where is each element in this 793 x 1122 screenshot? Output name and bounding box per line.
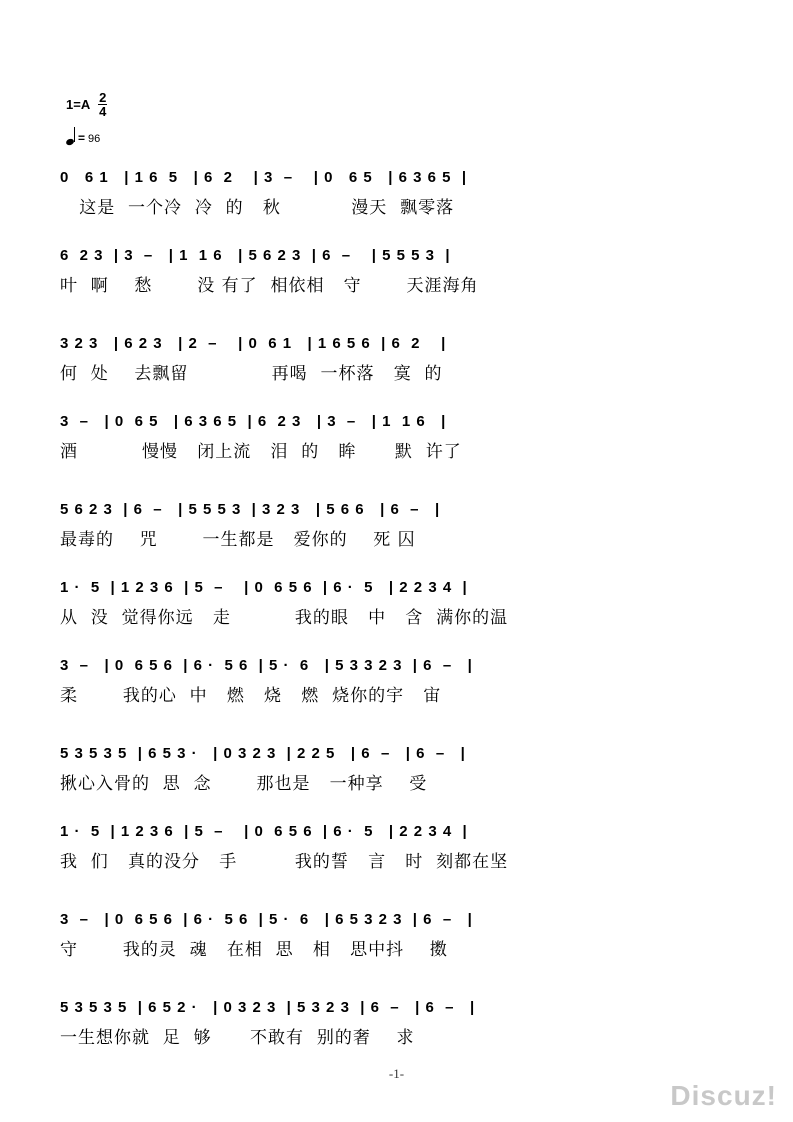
lyrics-line: 守 我的灵 魂 在相 思 相 思中抖 擞 [60,940,448,960]
score-row [60,652,730,712]
key-signature-line [66,92,107,117]
score-row [60,408,730,468]
lyrics-line: 揪心入骨的 思 念 那也是 一种享 受 [60,774,428,794]
notation-line: 1 · 5 | 1 2 3 6 | 5 – | 0 6 5 6 | 6 · 5 | 2 2 3 4 | [60,579,468,596]
score-row [60,740,730,800]
notation-line: 3 – | 0 6 5 6 | 6 · 5 6 | 5 · 6 | 5 3 3 2 3 | 6 – | [60,657,473,674]
quarter-note-icon [66,127,76,145]
lyrics-line: 最毒的 咒 一生都是 爱你的 死 囚 [60,530,416,550]
lyrics-line: 这是 一个冷 冷 的 秋 漫天 飘零落 [60,198,455,218]
lyrics-line: 酒 慢慢 闭上流 泪 的 眸 默 许了 [60,442,462,462]
lyrics-line: 叶 啊 愁 没 有了 相依相 守 天涯海角 [60,276,479,296]
score-row [60,330,730,390]
notation-line: 1 · 5 | 1 2 3 6 | 5 – | 0 6 5 6 | 6 · 5 | 2 2 3 4 | [60,823,468,840]
score-row [60,496,730,556]
tempo-equals: = [78,131,86,145]
lyrics-line: 一生想你就 足 够 不敢有 别的奢 求 [60,1028,415,1048]
score-header [66,92,107,145]
notation-line: 5 6 2 3 | 6 – | 5 5 5 3 | 3 2 3 | 5 6 6 | 6 – | [60,501,441,518]
notation-line: 6 2 3 | 3 – | 1 1 6 | 5 6 2 3 | 6 – | 5 5 5 3 | [60,247,451,264]
tempo-value: 96 [88,133,101,145]
time-signature-top: 2 [99,90,107,105]
lyrics-line: 柔 我的心 中 燃 烧 燃 烧你的宇 宙 [60,686,442,706]
notation-line: 5 3 5 3 5 | 6 5 3 · | 0 3 2 3 | 2 2 5 | 6 – | 6 – | [60,745,466,762]
page-number: -1- [388,1066,405,1081]
notation-line: 5 3 5 3 5 | 6 5 2 · | 0 3 2 3 | 5 3 2 3 | 6 – | 6 – | [60,999,476,1016]
watermark-logo: Discuz! [670,1080,777,1111]
notation-line: 3 – | 0 6 5 | 6 3 6 5 | 6 2 3 | 3 – | 1 1 6 | [60,413,447,430]
notation-line: 0 6 1 | 1 6 5 | 6 2 | 3 – | 0 6 5 | 6 3 6 5 | [60,169,468,186]
tempo-marking [66,127,107,145]
score-row [60,242,730,302]
score-row [60,906,730,966]
notation-line: 3 – | 0 6 5 6 | 6 · 5 6 | 5 · 6 | 6 5 3 2 3 | 6 – | [60,911,473,928]
lyrics-line: 从 没 觉得你远 走 我的眼 中 含 满你的温 [60,608,509,628]
lyrics-line: 我 们 真的没分 手 我的誓 言 时 刻都在坚 [60,852,509,872]
score-row [60,164,730,224]
time-signature [98,92,107,117]
time-signature-bottom: 4 [99,104,107,119]
notation-line: 3 2 3 | 6 2 3 | 2 – | 0 6 1 | 1 6 5 6 | 6 2 | [60,335,447,352]
score-row [60,574,730,634]
score-row [60,994,730,1054]
score-row [60,818,730,878]
key-signature: 1=A [66,97,91,112]
lyrics-line: 何 处 去飘留 再喝 一杯落 寞 的 [60,364,443,384]
